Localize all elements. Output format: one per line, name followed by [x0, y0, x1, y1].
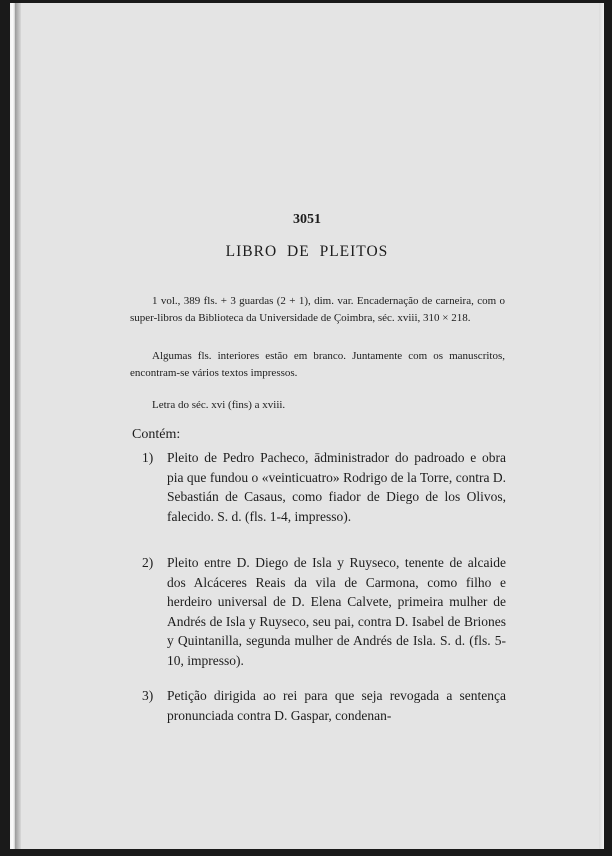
- item-text: Petição dirigida ao rei para que seja revogada a sentença pronunciada contra D. Gaspar, condenan-: [167, 688, 506, 723]
- entry-number: 3051: [293, 212, 321, 227]
- item-number: 1): [142, 450, 154, 465]
- item-number: 2): [142, 555, 154, 570]
- contents-item: [132, 448, 506, 526]
- scanned-page: [10, 3, 604, 849]
- entry-title: LIBRO DE PLEITOS: [225, 243, 389, 260]
- contents-heading: Contém:: [132, 427, 181, 442]
- contents-item: [132, 553, 506, 670]
- handwriting-note: Letra do séc. xvi (fins) a xviii.: [152, 399, 286, 411]
- page-content: [10, 3, 604, 849]
- content-notes: Algumas fls. interiores estão em branco. Juntamente com os manuscritos, encontram-se vários textos impressos.: [130, 350, 505, 379]
- item-number: 3): [142, 688, 154, 703]
- item-text: Pleito entre D. Diego de Isla y Ruyseco, tenente de alcaide dos Alcáceres Reais da vila de Carmona, como filho e herdeiro universal de D. Elena Calvete, primeira mulher de Andrés de Isla y Ruyseco, seu pai, contra D. Isabel de Briones y Quintanilla, segunda mulher de Andrés de Isla. S. d. (fls. 5-10, impresso).: [167, 555, 506, 668]
- item-text: Pleito de Pedro Pacheco, ādministrador do padroado e obra pia que fundou o «veinticuatro» Rodrigo de la Torre, contra D. Sebastián de Casaus, como fiador de Diego de los Olivos, falecido. S. d. (fls. 1-4, impresso).: [167, 450, 506, 524]
- physical-description: 1 vol., 389 fls. + 3 guardas (2 + 1), dim. var. Encadernação de carneira, com o super-libros da Biblioteca da Universidade de Çoimbra, séc. xviii, 310 × 218.: [130, 295, 505, 324]
- contents-item: [132, 686, 506, 725]
